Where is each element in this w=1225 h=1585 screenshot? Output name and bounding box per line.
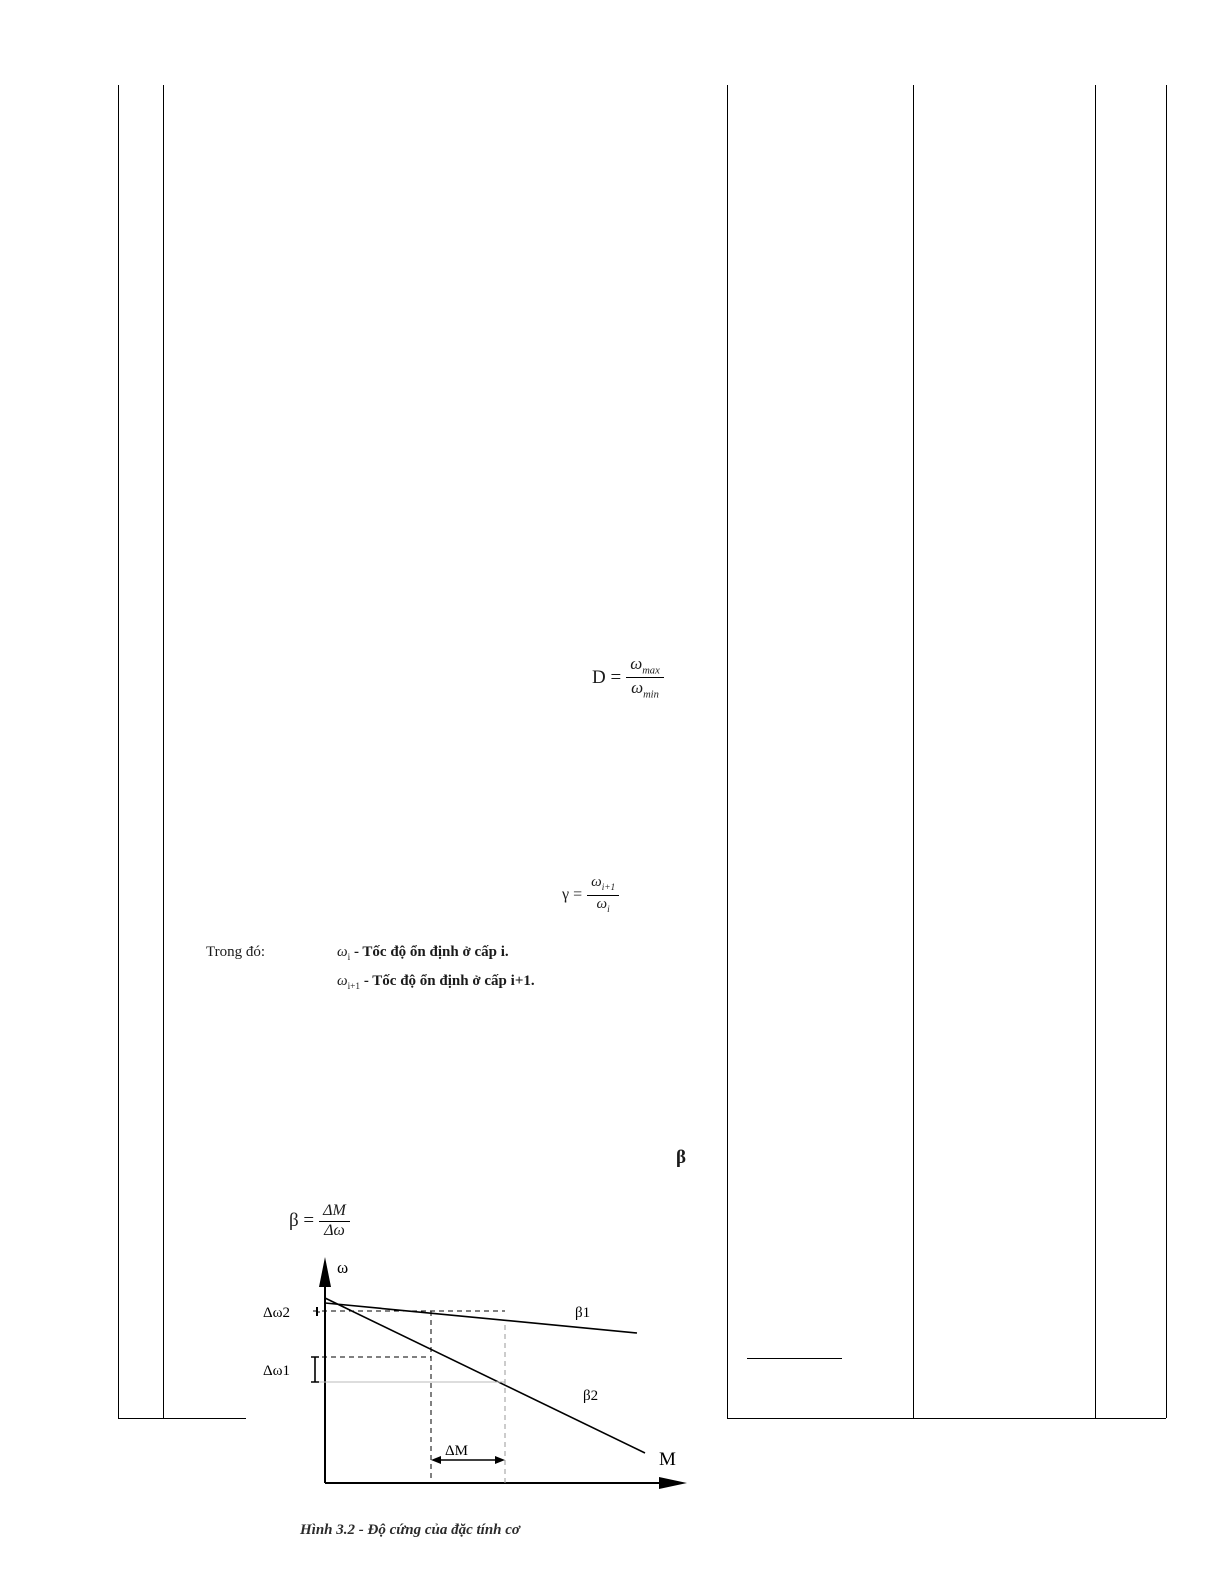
fraction-denominator: Δω [324, 1221, 345, 1239]
omega-i-subscript: i [347, 953, 351, 963]
table-rule-2 [163, 85, 164, 1418]
table-bottom-rule-left [118, 1418, 246, 1419]
svg-text:ΔM: ΔM [445, 1443, 468, 1459]
equation-range-ratio-lhs: D = [592, 666, 622, 688]
figure-characteristic-stiffness [255, 1195, 715, 1555]
table-rule-6 [1166, 85, 1167, 1418]
trong-do-label: Trong đó: [206, 944, 266, 960]
equation-gamma [562, 875, 619, 916]
definition-line-1 [337, 943, 509, 965]
fraction-range-ratio [626, 655, 664, 701]
fraction-numerator: ΔM [319, 1203, 350, 1222]
svg-text:β2: β2 [583, 1388, 599, 1404]
equation-gamma-lhs: γ = [562, 886, 583, 904]
figure-caption: Hình 3.2 - Độ cứng của đặc tính cơ [300, 1522, 520, 1538]
table-rule-5 [1095, 85, 1096, 1418]
table-bottom-rule-right [727, 1418, 1166, 1419]
definition-text-2: - Tốc độ ổn định ở cấp i+1. [363, 973, 535, 989]
omega-i1-subscript: i+1 [347, 982, 361, 992]
svg-text:ω: ω [337, 1258, 349, 1277]
table-rule-1 [118, 85, 119, 1418]
definition-text-1: - Tốc độ ổn định ở cấp i. [353, 944, 509, 960]
svg-text:β1: β1 [575, 1305, 591, 1321]
svg-text:Δω2: Δω2 [263, 1305, 291, 1321]
fraction-denominator: $\omega_i$ [596, 895, 610, 915]
table-rule-4 [913, 85, 914, 1418]
svg-text:Δω1: Δω1 [263, 1363, 291, 1379]
equation-range-ratio [592, 655, 664, 701]
table-rule-3 [727, 85, 728, 1418]
omega-i-symbol: ω [337, 944, 348, 960]
equation-beta-lhs: β = [289, 1210, 315, 1232]
fraction-denominator: $\omega_{min}$ [631, 678, 659, 701]
fraction-numerator: $\omega_{max}$ [626, 655, 664, 678]
svg-text:M: M [659, 1449, 676, 1470]
definition-line-2 [337, 972, 535, 994]
beta-symbol: β [676, 1147, 687, 1168]
fraction-numerator: $\omega_{i+1}$ [587, 875, 619, 896]
omega-i1-symbol: ω [337, 973, 348, 989]
short-underline [747, 1358, 842, 1359]
fraction-gamma [587, 875, 619, 916]
